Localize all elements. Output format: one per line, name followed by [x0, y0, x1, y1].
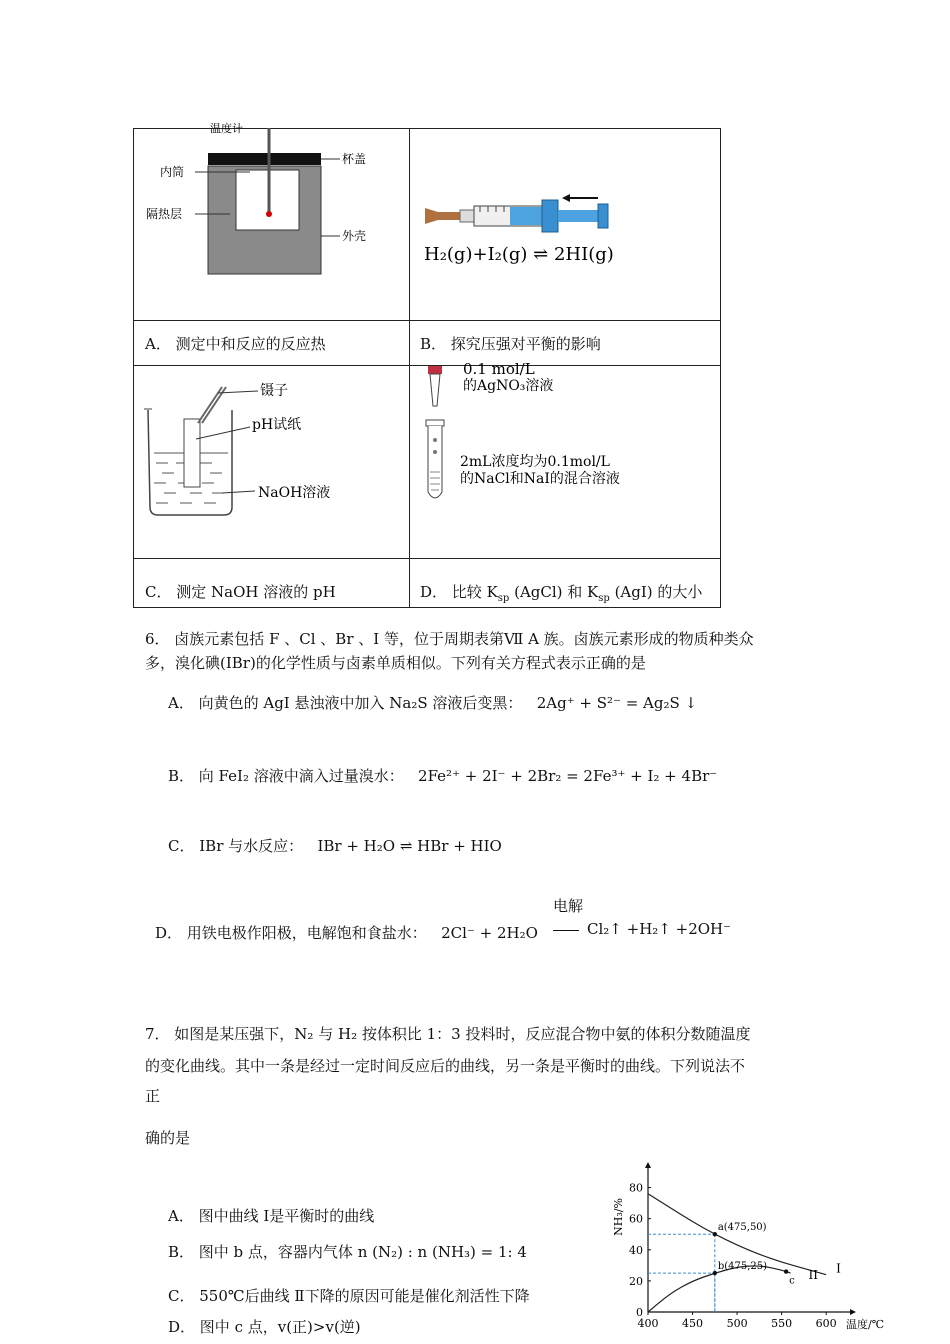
- thermometer-label: 温度计: [210, 122, 243, 135]
- x-tick-label: 500: [726, 1317, 748, 1330]
- y-tick-label: 20: [629, 1274, 643, 1288]
- q7-option-d: D． 图中 c 点，v(正)>v(逆): [168, 1318, 361, 1336]
- tweezers-label: 镊子: [260, 383, 288, 399]
- point-c: [784, 1269, 788, 1273]
- point-b: [713, 1271, 717, 1275]
- q7-option-a: A． 图中曲线 Ⅰ是平衡时的曲线: [168, 1207, 375, 1225]
- q6-c-equation: IBr + H₂O ⇌ HBr + HIO: [317, 837, 502, 855]
- q7-option-b: B． 图中 b 点，容器内气体 n (N₂) : n (NH₃) = 1: 4: [168, 1243, 527, 1261]
- x-tick-label: 450: [682, 1317, 704, 1330]
- option-c-label: C． 测定 NaOH 溶液的 pH: [145, 583, 336, 601]
- q7-stem-line1: 7． 如图是某压强下，N₂ 与 H₂ 按体积比 1：3 投料时，反应混合物中氨的体积分数随温度: [145, 1025, 751, 1043]
- y-axis-arrow: [645, 1162, 651, 1168]
- q6-d-condition: 电解: [553, 897, 584, 915]
- shell-label: 外壳: [342, 229, 367, 243]
- agno3-conc-label: 0.1 mol/L: [463, 360, 535, 378]
- x-tick-label: 600: [815, 1317, 837, 1330]
- beaker-diagram: [140, 375, 400, 525]
- point-label: a(475,50): [717, 1222, 767, 1234]
- q6-b-equation: 2Fe²⁺ + 2I⁻ + 2Br₂ = 2Fe³⁺ + I₂ + 4Br⁻: [418, 767, 718, 785]
- q6-stem-line2: 多，溴化碘(IBr)的化学性质与卤素单质相似。下列有关方程式表示正确的是: [145, 654, 646, 672]
- q6-d-equation-right: Cl₂↑ +H₂↑ +2OH⁻: [587, 920, 732, 938]
- point-label: c: [789, 1275, 795, 1287]
- q6-stem-line1: 6． 卤族元素包括 F 、Cl 、Br 、I 等，位于周期表第Ⅶ A 族。卤族元素形成的物质种类众: [145, 630, 754, 648]
- y-tick-label: 40: [629, 1243, 643, 1257]
- ph-paper-label: pH试纸: [252, 417, 302, 433]
- x-tick-label: 550: [771, 1317, 793, 1330]
- q6-option-d: D． 用铁电极作阳极，电解饱和食盐水： 2Cl⁻ + 2H₂O: [155, 924, 538, 942]
- q6-a-equation: 2Ag⁺ + S²⁻ = Ag₂S ↓: [536, 694, 698, 712]
- x-axis-label: 温度/℃: [846, 1318, 885, 1331]
- y-axis-label: NH₃/%: [612, 1198, 625, 1236]
- option-b-label: B． 探究压强对平衡的影响: [420, 335, 601, 353]
- test-tube-diagram: [418, 360, 668, 506]
- option-d-label: D． 比较 $K_{sp}$ (AgCl) 和 $K_{sp}$ (AgI) 的大小: [420, 583, 703, 604]
- q7-option-c: C． 550℃后曲线 Ⅱ下降的原因可能是催化剂活性下降: [168, 1287, 530, 1305]
- syringe-diagram: [418, 190, 628, 270]
- insulation-label: 隔热层: [146, 207, 183, 221]
- nh3-temperature-chart: [612, 1165, 885, 1340]
- point-a: [713, 1232, 717, 1236]
- q6-option-b: B． 向 FeI₂ 溶液中滴入过量溴水： 2Fe²⁺ + 2I⁻ + 2Br₂ = 2Fe³⁺ + I₂ + 4Br⁻: [168, 767, 718, 785]
- electrolysis-arrow: [553, 930, 579, 931]
- q6-d-equation-left: 2Cl⁻ + 2H₂O: [441, 924, 538, 942]
- lid-label: 杯盖: [342, 152, 367, 166]
- y-tick-label: 0: [636, 1306, 643, 1319]
- mix-solution-label: 的NaCl和NaI的混合溶液: [460, 471, 620, 487]
- q7-stem-line4: 确的是: [145, 1129, 191, 1147]
- y-tick-label: 80: [629, 1181, 643, 1195]
- mix-conc-label: 2mL浓度均为0.1mol/L: [460, 454, 610, 470]
- y-tick-label: 60: [629, 1212, 643, 1226]
- agno3-label: 的AgNO₃溶液: [463, 378, 554, 394]
- naoh-solution-label: NaOH溶液: [258, 485, 331, 501]
- x-tick-label: 400: [637, 1317, 659, 1330]
- q6-option-c: C． IBr 与水反应： IBr + H₂O ⇌ HBr + HIO: [168, 837, 502, 855]
- point-label: b(475,25): [717, 1261, 768, 1273]
- q7-stem-line2: 的变化曲线。其中一条是经过一定时间反应后的曲线，另一条是平衡时的曲线。下列说法不: [145, 1057, 746, 1075]
- inner-label: 内筒: [160, 165, 185, 179]
- series-II-label: II: [808, 1268, 819, 1283]
- series-I-label: I: [836, 1261, 841, 1276]
- option-a-label: A． 测定中和反应的反应热: [145, 335, 326, 353]
- q7-stem-line3: 正: [145, 1087, 161, 1105]
- x-axis-arrow: [850, 1309, 856, 1315]
- q6-option-a: A． 向黄色的 AgI 悬浊液中加入 Na₂S 溶液后变黑： 2Ag⁺ + S²⁻ = Ag₂S ↓: [168, 694, 698, 712]
- calorimeter-diagram: [140, 122, 400, 308]
- equilibrium-equation: H₂(g)+I₂(g) ⇌ 2HI(g): [424, 244, 614, 265]
